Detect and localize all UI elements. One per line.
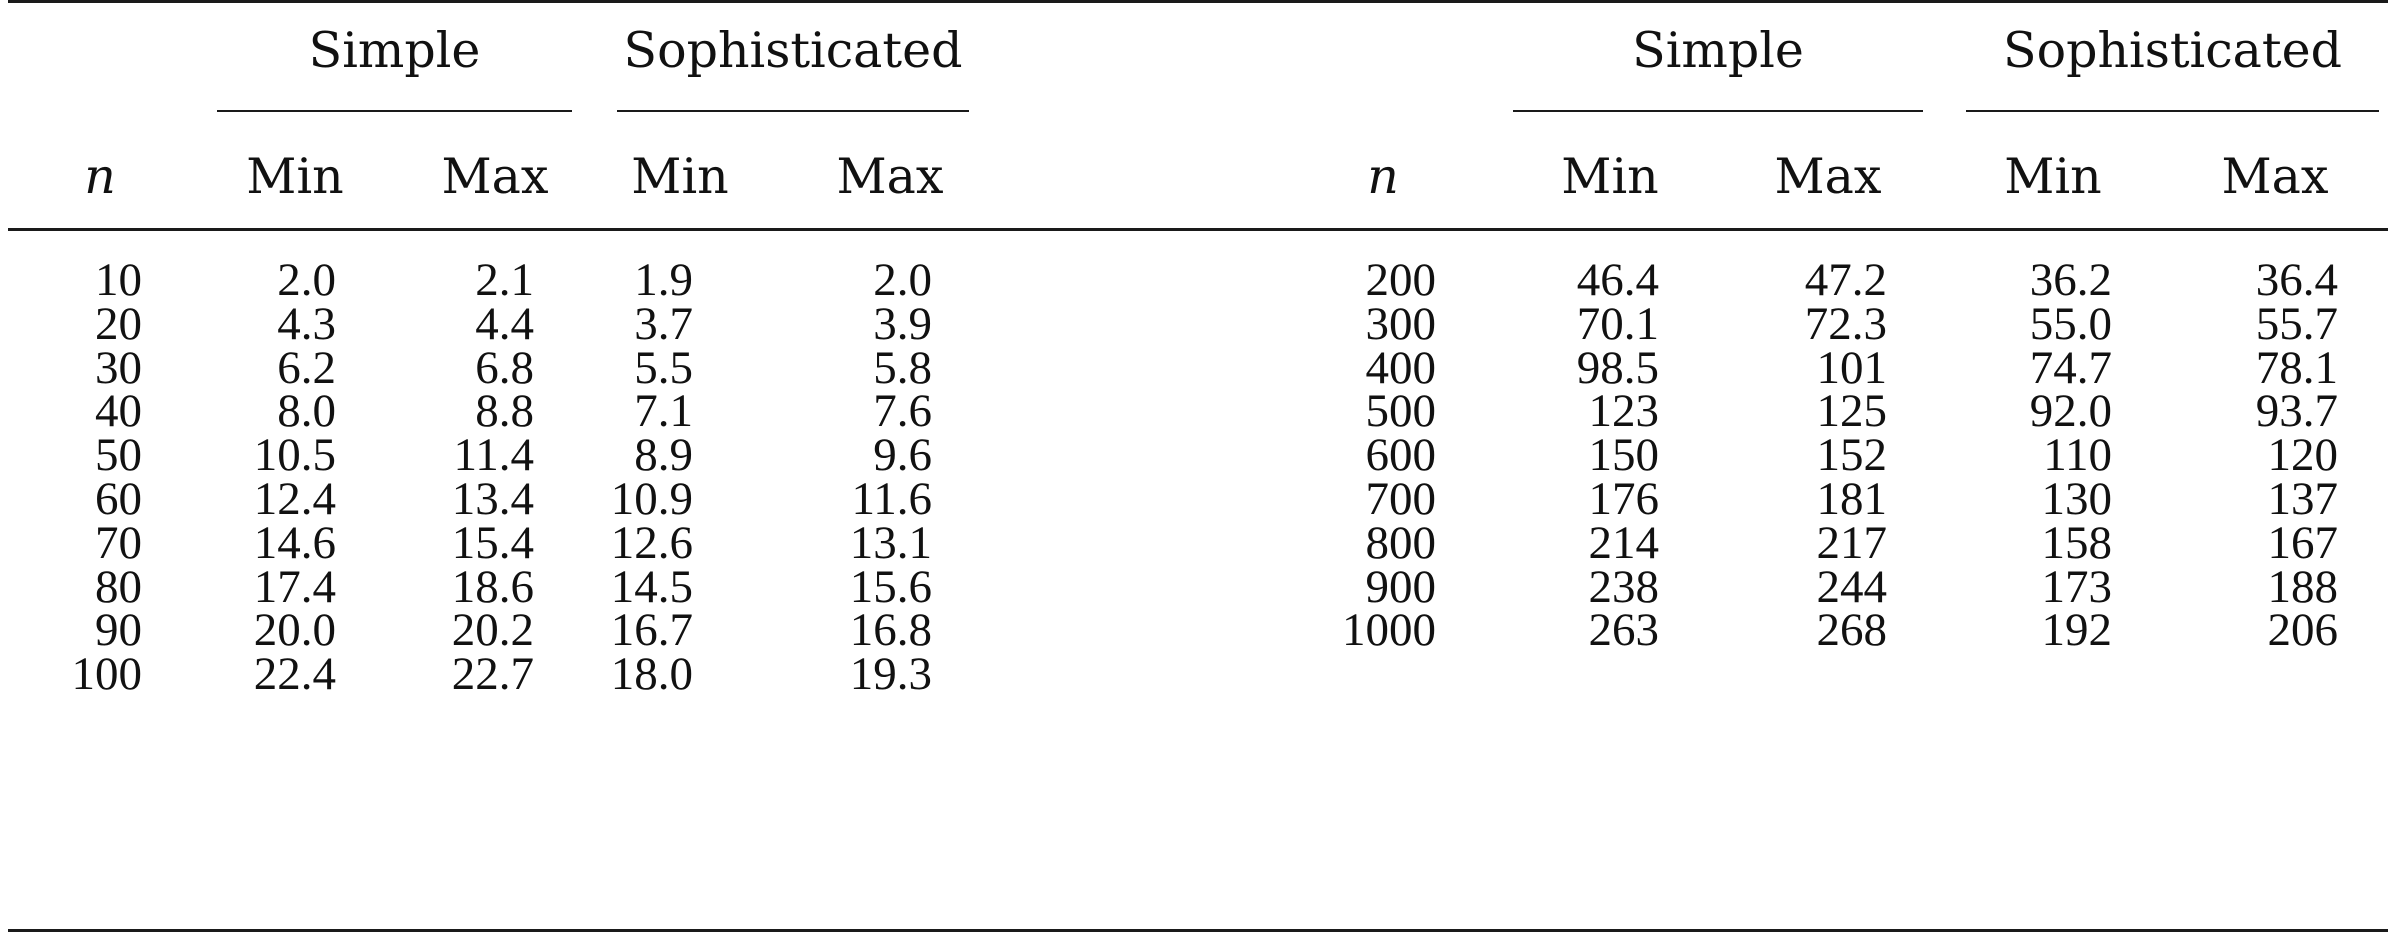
right-cell-n: 1000 <box>1342 604 1436 657</box>
header-rule <box>8 228 2388 231</box>
right-cell-simple-max: 268 <box>1816 604 1887 657</box>
right-cell-sophisticated-min: 92.0 <box>2029 385 2112 438</box>
right-cell-simple-min: 70.1 <box>1576 297 1659 350</box>
right-cell-n: 300 <box>1365 297 1436 350</box>
right-cell-simple-min: 263 <box>1588 604 1659 657</box>
right-cell-sophisticated-max: 167 <box>2267 516 2338 569</box>
left-cell-sophisticated-max: 5.8 <box>873 341 932 394</box>
right-cell-sophisticated-max: 206 <box>2267 604 2338 657</box>
left-cell-sophisticated-max: 2.0 <box>873 254 932 306</box>
left-cell-simple-max: 2.1 <box>475 254 534 306</box>
right-cell-sophisticated-min: 110 <box>2043 429 2112 482</box>
left-cell-sophisticated-max: 7.6 <box>873 385 932 438</box>
left-header-sophisticated-min: Min <box>631 148 729 205</box>
left-cell-sophisticated-min: 3.7 <box>634 297 693 350</box>
left-simple-rule <box>217 110 572 112</box>
left-cell-n: 30 <box>95 341 142 394</box>
left-cell-simple-min: 6.2 <box>277 341 336 394</box>
right-cell-sophisticated-max: 78.1 <box>2255 341 2338 394</box>
right-cell-sophisticated-max: 55.7 <box>2255 297 2338 350</box>
left-cell-simple-min: 10.5 <box>253 429 336 482</box>
right-cell-simple-max: 47.2 <box>1804 254 1887 306</box>
left-cell-sophisticated-min: 18.0 <box>610 648 693 701</box>
left-header-simple-max: Max <box>441 148 549 205</box>
top-rule <box>8 0 2388 3</box>
left-cell-n: 10 <box>95 254 142 306</box>
left-cell-sophisticated-max: 19.3 <box>849 648 932 701</box>
right-cell-simple-max: 181 <box>1816 473 1887 525</box>
right-group-simple: Simple <box>1632 22 1804 79</box>
left-cell-sophisticated-max: 11.6 <box>851 473 932 525</box>
left-cell-n: 90 <box>95 604 142 657</box>
right-cell-sophisticated-max: 188 <box>2267 560 2338 613</box>
right-cell-simple-min: 176 <box>1588 473 1659 525</box>
left-header-simple-min: Min <box>246 148 344 205</box>
right-cell-sophisticated-min: 173 <box>2041 560 2112 613</box>
right-cell-sophisticated-min: 74.7 <box>2029 341 2112 394</box>
left-cell-simple-max: 18.6 <box>451 560 534 613</box>
right-cell-sophisticated-max: 137 <box>2267 473 2338 525</box>
left-header-sophisticated-max: Max <box>836 148 944 205</box>
left-cell-simple-min: 8.0 <box>277 385 336 438</box>
bottom-rule <box>8 929 2388 932</box>
right-cell-sophisticated-min: 36.2 <box>2029 254 2112 306</box>
right-cell-simple-max: 101 <box>1816 341 1887 394</box>
left-cell-simple-min: 20.0 <box>253 604 336 657</box>
right-cell-simple-max: 217 <box>1816 516 1887 569</box>
left-cell-simple-max: 11.4 <box>453 429 534 482</box>
right-header-sophisticated-min: Min <box>2004 148 2102 205</box>
left-cell-simple-max: 15.4 <box>451 516 534 569</box>
left-sophisticated-rule <box>617 110 969 112</box>
left-cell-simple-min: 2.0 <box>277 254 336 306</box>
right-header-simple-max: Max <box>1774 148 1882 205</box>
right-cell-sophisticated-max: 36.4 <box>2255 254 2338 306</box>
right-cell-simple-max: 152 <box>1816 429 1887 482</box>
left-cell-sophisticated-min: 16.7 <box>610 604 693 657</box>
right-header-simple-min: Min <box>1561 148 1659 205</box>
left-cell-n: 80 <box>95 560 142 613</box>
left-header-n: n <box>84 148 116 205</box>
right-simple-rule <box>1513 110 1923 112</box>
right-cell-n: 200 <box>1365 254 1436 306</box>
left-cell-n: 50 <box>95 429 142 482</box>
right-cell-sophisticated-min: 158 <box>2041 516 2112 569</box>
right-sophisticated-rule <box>1966 110 2379 112</box>
right-cell-sophisticated-min: 192 <box>2041 604 2112 657</box>
right-cell-n: 800 <box>1365 516 1436 569</box>
right-header-n: n <box>1367 148 1399 205</box>
left-cell-simple-min: 14.6 <box>253 516 336 569</box>
left-cell-sophisticated-min: 5.5 <box>634 341 693 394</box>
left-cell-simple-max: 4.4 <box>475 297 534 350</box>
left-cell-simple-max: 8.8 <box>475 385 534 438</box>
right-cell-n: 900 <box>1365 560 1436 613</box>
left-cell-sophisticated-min: 12.6 <box>610 516 693 569</box>
right-cell-simple-max: 244 <box>1816 560 1887 613</box>
right-cell-n: 700 <box>1365 473 1436 525</box>
right-cell-sophisticated-max: 93.7 <box>2255 385 2338 438</box>
right-cell-sophisticated-min: 55.0 <box>2029 297 2112 350</box>
right-cell-simple-max: 125 <box>1816 385 1887 438</box>
right-cell-simple-min: 123 <box>1588 385 1659 438</box>
right-cell-sophisticated-min: 130 <box>2041 473 2112 525</box>
left-cell-n: 70 <box>95 516 142 569</box>
left-cell-simple-max: 22.7 <box>451 648 534 701</box>
right-cell-simple-min: 150 <box>1588 429 1659 482</box>
right-cell-n: 500 <box>1365 385 1436 438</box>
left-cell-sophisticated-min: 14.5 <box>610 560 693 613</box>
right-group-sophisticated: Sophisticated <box>2003 22 2342 79</box>
right-cell-simple-min: 98.5 <box>1576 341 1659 394</box>
left-cell-simple-min: 4.3 <box>277 297 336 350</box>
left-cell-simple-max: 20.2 <box>451 604 534 657</box>
right-header-sophisticated-max: Max <box>2221 148 2329 205</box>
left-cell-sophisticated-max: 9.6 <box>873 429 932 482</box>
right-cell-n: 600 <box>1365 429 1436 482</box>
left-cell-sophisticated-min: 8.9 <box>634 429 693 482</box>
left-group-simple: Simple <box>308 22 481 79</box>
right-cell-simple-min: 238 <box>1588 560 1659 613</box>
left-cell-simple-min: 12.4 <box>253 473 336 525</box>
left-cell-simple-min: 22.4 <box>253 648 336 701</box>
left-cell-simple-max: 13.4 <box>451 473 534 525</box>
left-cell-n: 20 <box>95 297 142 350</box>
right-cell-simple-min: 214 <box>1588 516 1659 569</box>
left-group-sophisticated: Sophisticated <box>623 22 963 79</box>
right-cell-simple-max: 72.3 <box>1804 297 1887 350</box>
left-cell-sophisticated-max: 3.9 <box>873 297 932 350</box>
left-cell-simple-min: 17.4 <box>253 560 336 613</box>
right-cell-sophisticated-max: 120 <box>2267 429 2338 482</box>
left-cell-sophisticated-max: 16.8 <box>849 604 932 657</box>
left-cell-n: 60 <box>95 473 142 525</box>
right-cell-n: 400 <box>1365 341 1436 394</box>
left-cell-n: 100 <box>71 648 142 701</box>
left-cell-sophisticated-min: 1.9 <box>634 254 693 306</box>
left-cell-sophisticated-min: 10.9 <box>610 473 693 525</box>
left-cell-n: 40 <box>95 385 142 438</box>
left-cell-sophisticated-max: 15.6 <box>849 560 932 613</box>
left-cell-simple-max: 6.8 <box>475 341 534 394</box>
left-cell-sophisticated-min: 7.1 <box>634 385 693 438</box>
left-cell-sophisticated-max: 13.1 <box>849 516 932 569</box>
right-cell-simple-min: 46.4 <box>1576 254 1659 306</box>
